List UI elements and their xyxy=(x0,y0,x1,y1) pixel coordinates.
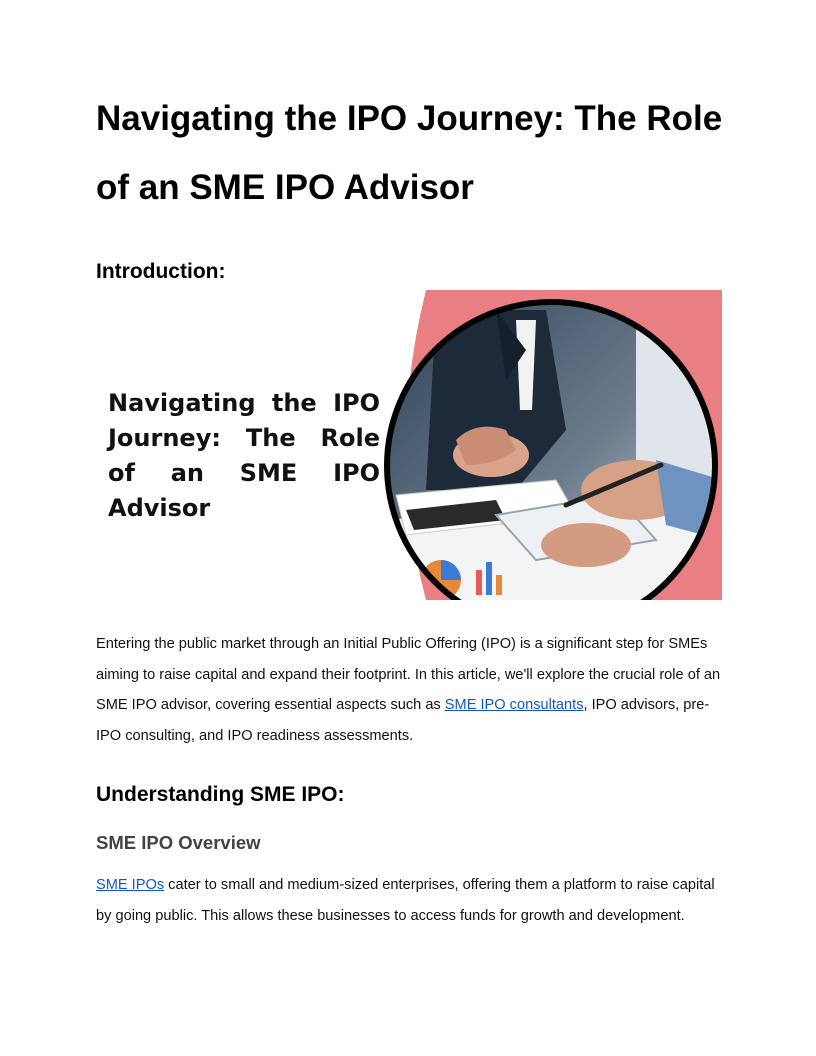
banner-title-text: Navigating the IPO Journey: The Role of an SME IPO Advisor xyxy=(108,389,380,522)
intro-text-before: Entering the public market through an Initial Public Offering (IPO) is a significant step for SMEs aiming to raise capital and expand their footprint. In this article, we'll explore the crucial role of an SME IPO advisor, covering essential aspects such as xyxy=(96,636,721,713)
sme-ipos-link[interactable]: SME IPOs xyxy=(96,877,165,893)
sme-ipo-consultants-link[interactable]: SME IPO consultants xyxy=(444,697,584,713)
understanding-sme-ipo-heading: Understanding SME IPO: xyxy=(96,783,345,806)
overview-text: cater to small and medium-sized enterprises, offering them a platform to raise capital by going public. This allows these businesses to access funds for growth and development. xyxy=(96,877,715,924)
intro-text-after: , IPO advisors, pre-IPO consulting, and IPO readiness assessments. xyxy=(96,697,710,744)
introduction-heading: Introduction: xyxy=(96,260,226,283)
intro-paragraph xyxy=(96,629,722,751)
document-title: Navigating the IPO Journey: The Role of an SME IPO Advisor xyxy=(96,99,723,207)
overview-paragraph xyxy=(96,870,722,931)
banner-image xyxy=(96,290,722,600)
sme-ipo-overview-heading: SME IPO Overview xyxy=(96,832,261,853)
